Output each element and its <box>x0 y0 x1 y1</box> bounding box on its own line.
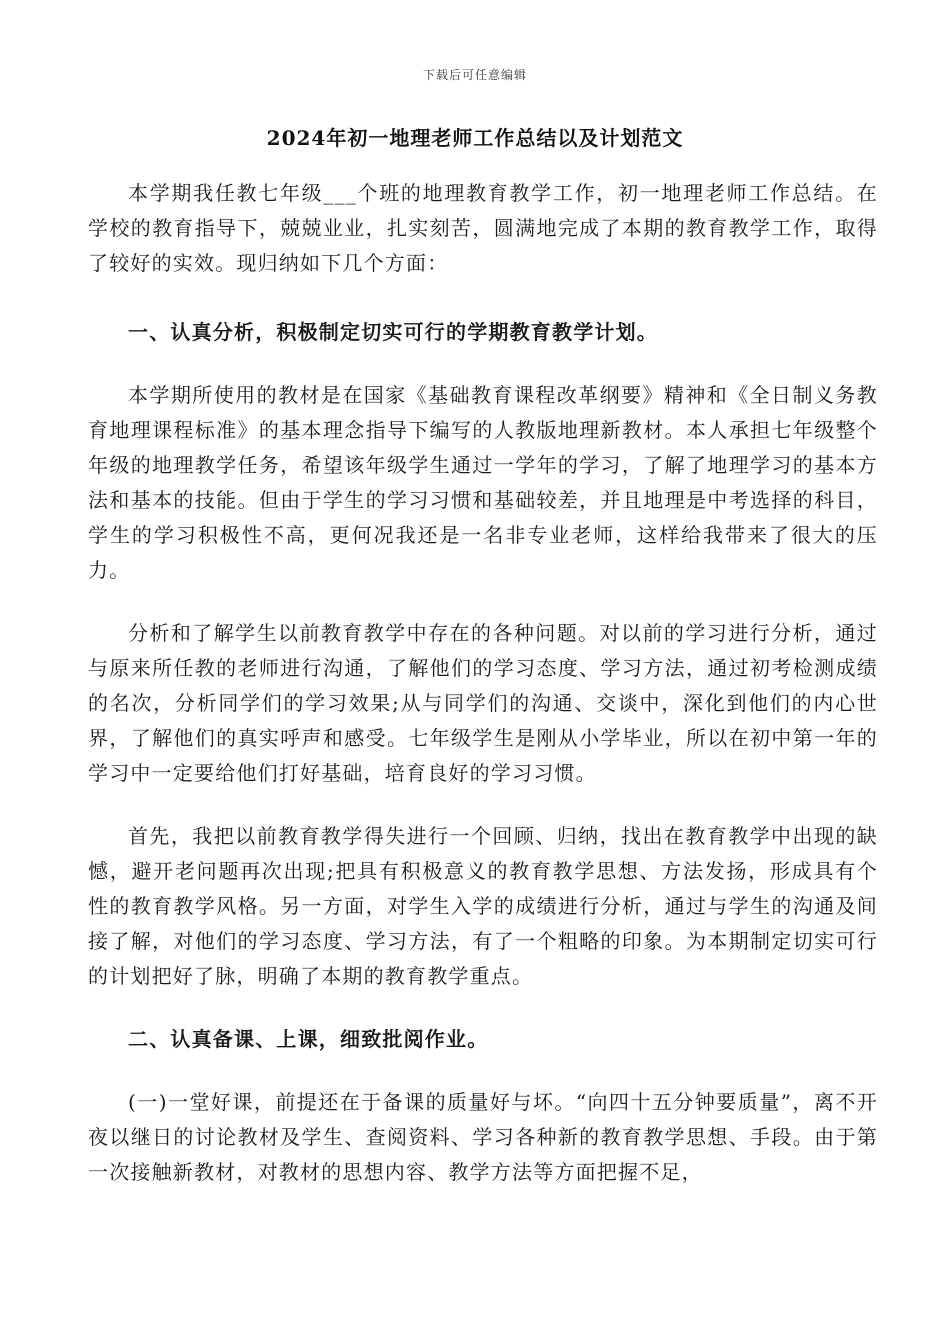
header-note: 下载后可任意编辑 <box>422 68 527 82</box>
section-heading-1: 一、认真分析，积极制定切实可行的学期教育教学计划。 <box>128 320 658 344</box>
document-body <box>88 176 878 1218</box>
paragraph-textbook: 本学期所使用的教材是在国家《基础教育课程改革纲要》精神和《全日制义务教育地理课程标准》的基本理念指导下编写的人教版地理新教材。本人承担七年级整个年级的地理教学任务，希望该年级学生通过一学年的学习，了解了地理学习的基本方法和基本的技能。但由于学生的学习习惯和基础较差，并且地理是中考选择的科目，学生的学习积极性不高，更何况我还是一名非专业老师，这样给我带来了很大的压力。 <box>88 383 878 582</box>
paragraph-review: 首先，我把以前教育教学得失进行一个回顾、归纳，找出在教育教学中出现的缺憾，避开老问题再次出现;把具有积极意义的教育教学思想、方法发扬，形成具有个性的教育教学风格。另一方面，对学生入学的成绩进行分析，通过与学生的沟通及间接了解，对他们的学习态度、学习方法，有了一个粗略的印象。为本期制定切实可行的计划把好了脉，明确了本期的教育教学重点。 <box>88 824 878 988</box>
document-title: 2024年初一地理老师工作总结以及计划范文 <box>266 126 684 150</box>
paragraph-analysis: 分析和了解学生以前教育教学中存在的各种问题。对以前的学习进行分析，通过与原来所任教的老师进行沟通，了解他们的学习态度、学习方法，通过初考检测成绩的名次，分析同学们的学习效果;从与同学们的沟通、交谈中，深化到他们的内心世界，了解他们的真实呼声和感受。七年级学生是刚从小学毕业，所以在初中第一年的学习中一定要给他们打好基础，培育良好的学习习惯。 <box>88 621 878 785</box>
paragraph-lesson-prep: (一)一堂好课，前提还在于备课的质量好与坏。“向四十五分钟要质量”，离不开夜以继日的讨论教材及学生、查阅资料、学习各种新的教育教学思想、手段。由于第一次接触新教材，对教材的思想内容、教学方法等方面把握不足， <box>88 1090 878 1184</box>
paragraph-intro: 本学期我任教七年级___个班的地理教育教学工作，初一地理老师工作总结。在学校的教育指导下，兢兢业业，扎实刻苦，圆满地完成了本期的教育教学工作，取得了较好的实效。现归纳如下几个方面： <box>88 181 878 275</box>
section-heading-2: 二、认真备课、上课，细致批阅作业。 <box>128 1027 489 1051</box>
